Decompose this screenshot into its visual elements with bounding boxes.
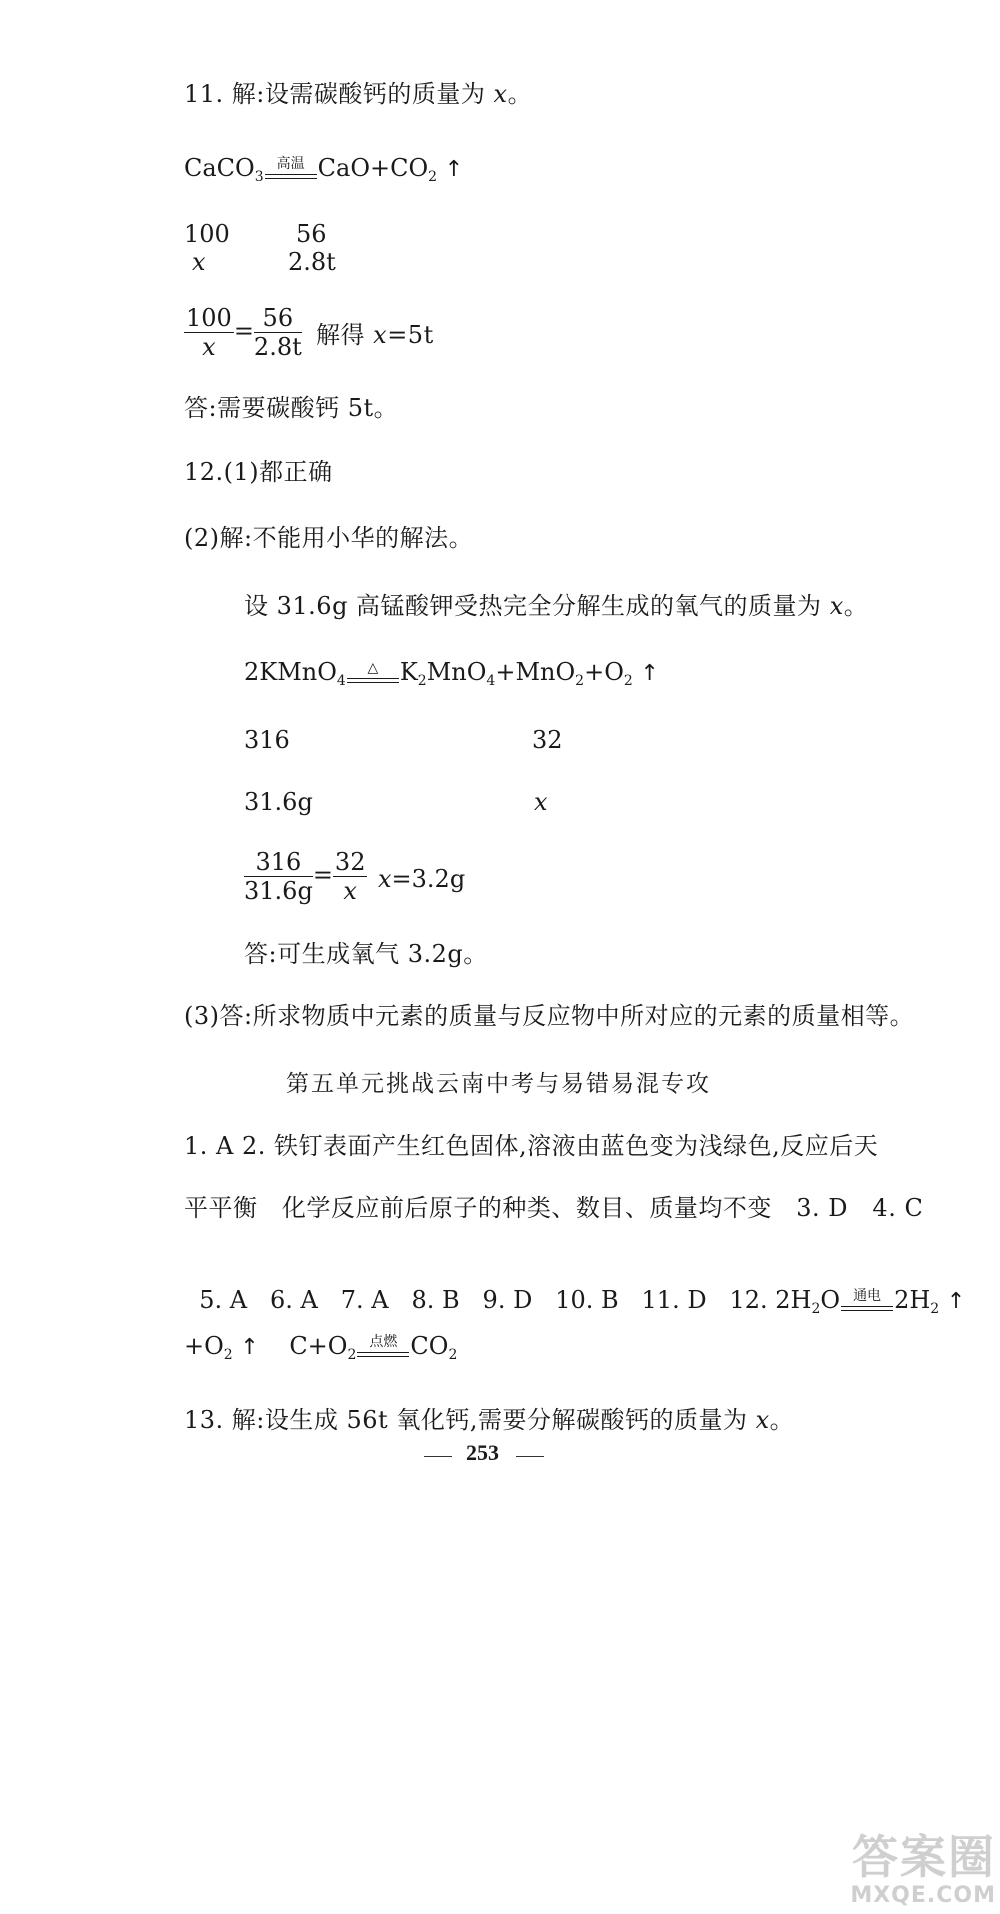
q11-ratio-b2: 2.8t — [288, 248, 336, 276]
page-number-dash-right — [516, 1456, 544, 1457]
q12-ratio-a2: 31.6g — [244, 788, 313, 816]
q11-ratio-b1: 56 — [296, 220, 327, 248]
answers-line3: 5. A 6. A 7. A 8. B 9. D 10. B 11. D 12. $2H_2O$ 通电 $2H_2$ ↑ — [199, 1286, 966, 1317]
page-number-dash-left — [424, 1456, 452, 1457]
gas-arrow-icon: ↑ — [240, 1335, 259, 1360]
q12-ratio-b1: 32 — [532, 726, 563, 754]
q11-ratio-a1: 100 — [184, 220, 230, 248]
q12-ratio-a1: 316 — [244, 726, 290, 754]
q12-ratio-b2: x — [534, 788, 548, 816]
page-number: 253 — [466, 1440, 499, 1465]
fraction: $\frac{100}{x}$ — [186, 304, 232, 361]
fraction: $\frac{32}{x}$ — [334, 848, 366, 905]
q12-result: x=3.2g — [378, 865, 466, 893]
q12-proportion: $\frac{316}{31.6g}$ = $\frac{32}{x}$ — [244, 848, 366, 905]
reaction-condition: 点燃 — [357, 1334, 409, 1361]
q12-answer: 答:可生成氧气 3.2g。 — [244, 940, 488, 968]
q12-part3: (3)答:所求物质中元素的质量与反应物中所对应的元素的质量相等。 — [184, 1002, 915, 1030]
q12-equation: 2KMnO$_4$ △ $K_2MnO_4+MnO_2+O_2$ ↑ — [244, 658, 659, 689]
section-title: 第五单元挑战云南中考与易错易混专攻 — [286, 1071, 711, 1097]
gas-arrow-icon: ↑ — [444, 157, 464, 182]
q12-part1: 12.(1)都正确 — [184, 458, 333, 486]
reaction-condition: 通电 — [841, 1288, 893, 1315]
gas-arrow-icon: ↑ — [946, 1289, 966, 1314]
reaction-condition: 高温 — [265, 156, 317, 183]
q11-equation: CaCO$_3$ 高温 $CaO+CO_2$ ↑ — [184, 154, 464, 185]
q11-solve: 解得 x=5t — [316, 321, 434, 349]
fraction: $\frac{316}{31.6g}$ — [244, 848, 313, 905]
q11-proportion: $\frac{100}{x}$ = $\frac{56}{2.8t}$ — [186, 304, 302, 361]
q12-part2: (2)解:不能用小华的解法。 — [184, 524, 474, 552]
reaction-condition: △ — [347, 660, 399, 687]
q11-intro: 11. 解:设需碳酸钙的质量为 x。 — [184, 80, 533, 108]
answers-line2: 平平衡 化学反应前后原子的种类、数目、质量均不变 3. D 4. C — [184, 1194, 924, 1222]
q12-setup: 设 31.6g 高锰酸钾受热完全分解生成的氧气的质量为 x。 — [244, 592, 869, 620]
answers-q13: 13. 解:设生成 56t 氧化钙,需要分解碳酸钙的质量为 x。 — [184, 1406, 795, 1434]
answers-line4: $+O_2$ ↑ $C+O_2$ 点燃 $CO_2$ — [184, 1332, 458, 1363]
watermark-logo: 答案圈 MXQE.COM — [850, 1830, 996, 1908]
fraction: $\frac{56}{2.8t}$ — [253, 304, 302, 361]
gas-arrow-icon: ↑ — [640, 661, 659, 686]
answers-line1: 1. A 2. 铁钉表面产生红色固体,溶液由蓝色变为浅绿色,反应后天 — [184, 1132, 879, 1160]
q11-ratio-a2: x — [192, 248, 206, 276]
q11-answer: 答:需要碳酸钙 5t。 — [184, 394, 399, 422]
